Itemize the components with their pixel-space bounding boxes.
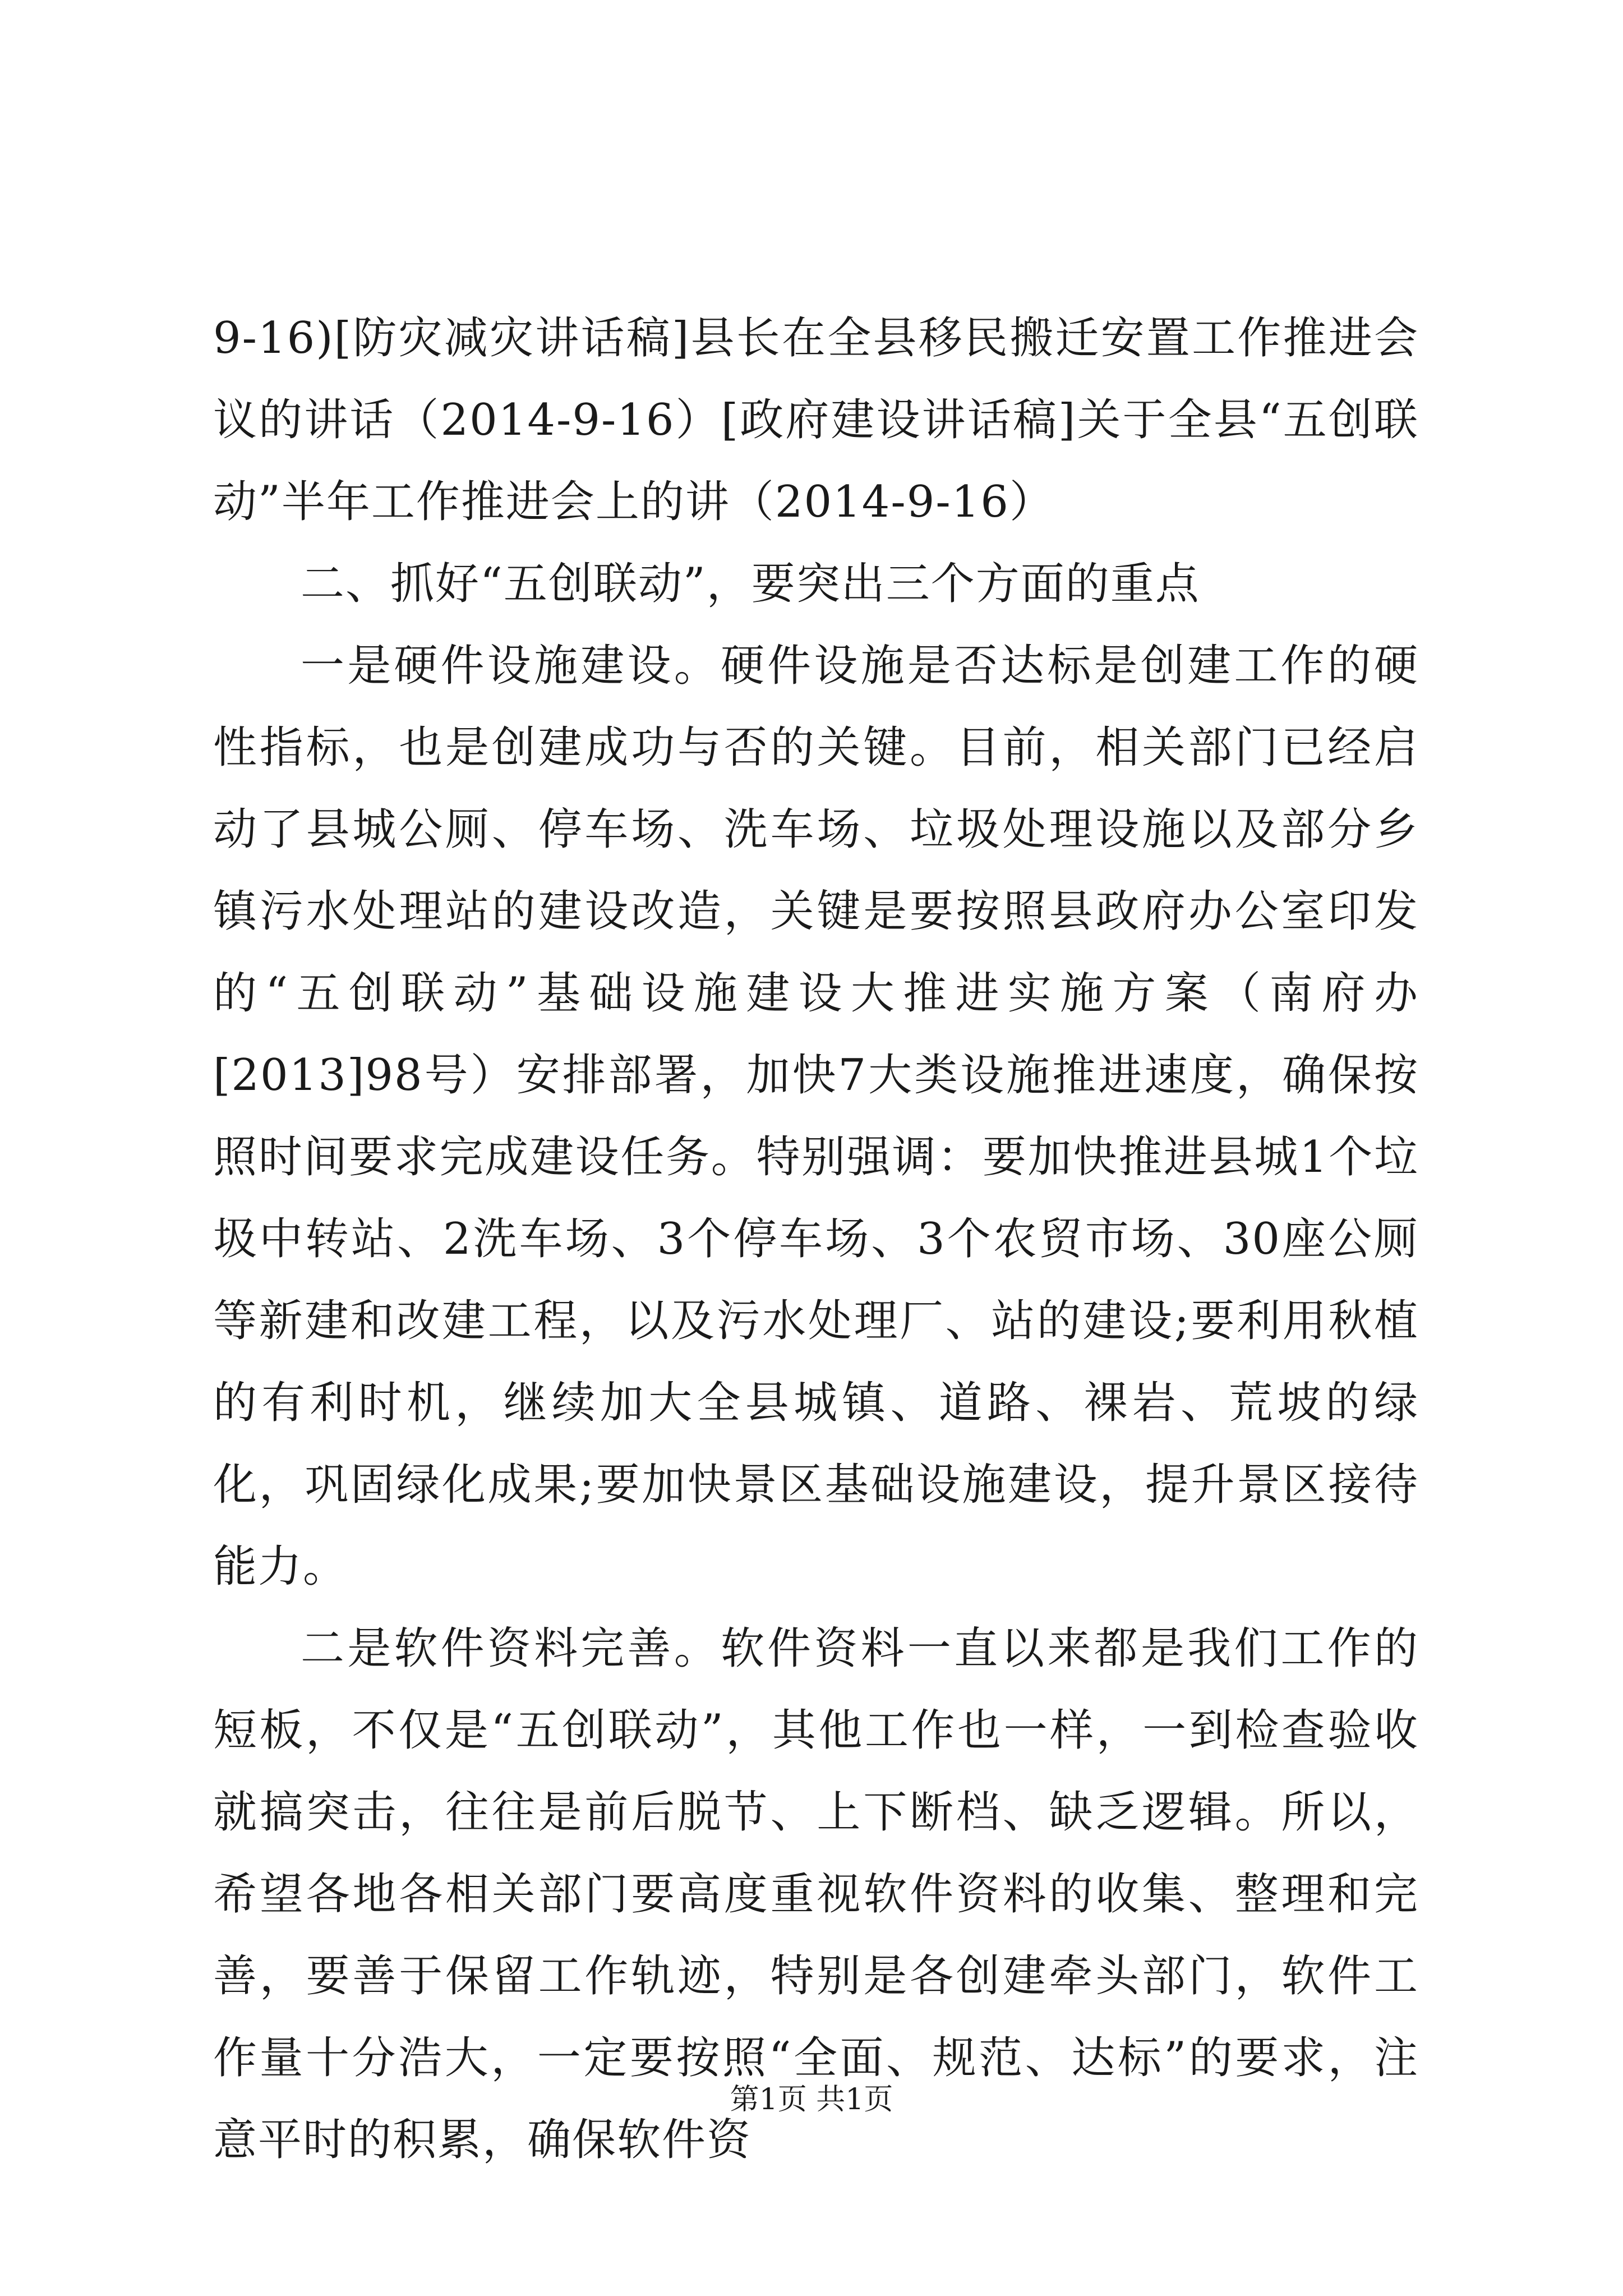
paragraph-3: 一是硬件设施建设。硬件设施是否达标是创建工作的硬性指标，也是创建成功与否的关键。目前，相关部门已经启动了县城公厕、停车场、洗车场、垃圾处理设施以及部分乡镇污水处理站的建设改造，关键是要按照县政府办公室印发的“五创联动”基础设施建设大推进实施方案（南府办[2013]98号）安排部署，加快7大类设施推进速度，确保按照时间要求完成建设任务。特别强调：要加快推进县城1个垃圾中转站、2洗车场、3个停车场、3个农贸市场、30座公厕等新建和改建工程，以及污水处理厂、站的建设;要利用秋植的有利时机，继续加大全县城镇、道路、裸岩、荒坡的绿化，巩固绿化成果;要加快景区基础设施建设，提升景区接待能力。 <box>213 641 1419 1592</box>
paragraph-1: 9-16)[防灾减灾讲话稿]县长在全县移民搬迁安置工作推进会议的讲话（2014-9-16）[政府建设讲话稿]关于全县“五创联动”半年工作推进会上的讲（2014-9-16） <box>213 313 1419 527</box>
paragraph-2-heading: 二、抓好“五创联动”，要突出三个方面的重点 <box>301 559 1200 609</box>
document-body <box>213 297 1419 2181</box>
paragraph-4: 二是软件资料完善。软件资料一直以来都是我们工作的短板，不仅是“五创联动”，其他工作也一样，一到检查验收就搞突击，往往是前后脱节、上下断档、缺乏逻辑。所以，希望各地各相关部门要高度重视软件资料的收集、整理和完善，要善于保留工作轨迹，特别是各创建牵头部门，软件工作量十分浩大，一定要按照“全面、规范、达标”的要求，注意平时的积累，确保软件资 <box>213 1623 1419 2165</box>
page-footer: 第1页 共1页 <box>730 2083 893 2116</box>
